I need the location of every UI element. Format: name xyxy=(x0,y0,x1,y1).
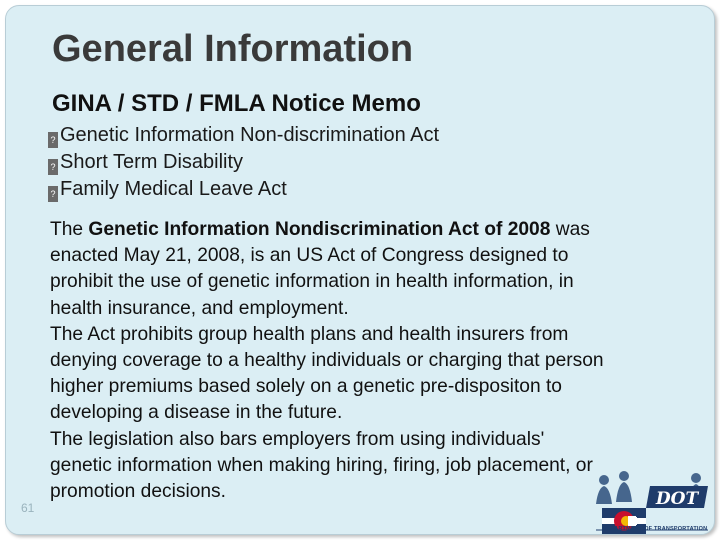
body-text-prefix: The xyxy=(50,219,89,240)
bullet-label: Short Term Disability xyxy=(60,151,244,173)
body-line: genetic information when making hiring, firing, job placement, or xyxy=(50,454,593,476)
bullet-glyph-icon: ? xyxy=(48,132,58,148)
body-text-rest: was xyxy=(550,219,590,240)
body-line: enacted May 21, 2008, is an US Act of Congress designed to xyxy=(50,245,569,267)
slide-title: General Information xyxy=(52,28,414,70)
bullet-list xyxy=(48,122,439,203)
bullet-item xyxy=(48,149,439,176)
body-line: health insurance, and employment. xyxy=(50,297,349,319)
body-text xyxy=(50,217,700,505)
bullet-label: Family Medical Leave Act xyxy=(60,178,287,200)
slide-subtitle: GINA / STD / FMLA Notice Memo xyxy=(52,90,421,117)
body-line: denying coverage to a healthy individuals or charging that person xyxy=(50,350,604,372)
bullet-item xyxy=(48,176,439,203)
body-line: developing a disease in the future. xyxy=(50,402,343,424)
bullet-label: Genetic Information Non-discrimination Act xyxy=(60,124,440,146)
act-name: Genetic Information Nondiscrimination Act of 2008 xyxy=(88,219,551,240)
bullet-glyph-icon: ? xyxy=(48,186,58,202)
bullet-item xyxy=(48,122,439,149)
body-line xyxy=(50,217,700,243)
logo-text: DOT xyxy=(655,489,699,509)
logo-caption: DEPARTMENT OF TRANSPORTATION xyxy=(602,526,708,532)
slide xyxy=(5,5,715,535)
body-line: The legislation also bars employers from using individuals' xyxy=(50,428,545,450)
body-line: prohibit the use of genetic information in health information, in xyxy=(50,271,574,293)
body-line: higher premiums based solely on a genetic pre-dispositon to xyxy=(50,376,562,398)
body-line: The Act prohibits group health plans and health insurers from xyxy=(50,323,569,345)
body-line: promotion decisions. xyxy=(50,481,226,503)
page-number: 61 xyxy=(21,501,35,515)
bullet-glyph-icon: ? xyxy=(48,159,58,175)
